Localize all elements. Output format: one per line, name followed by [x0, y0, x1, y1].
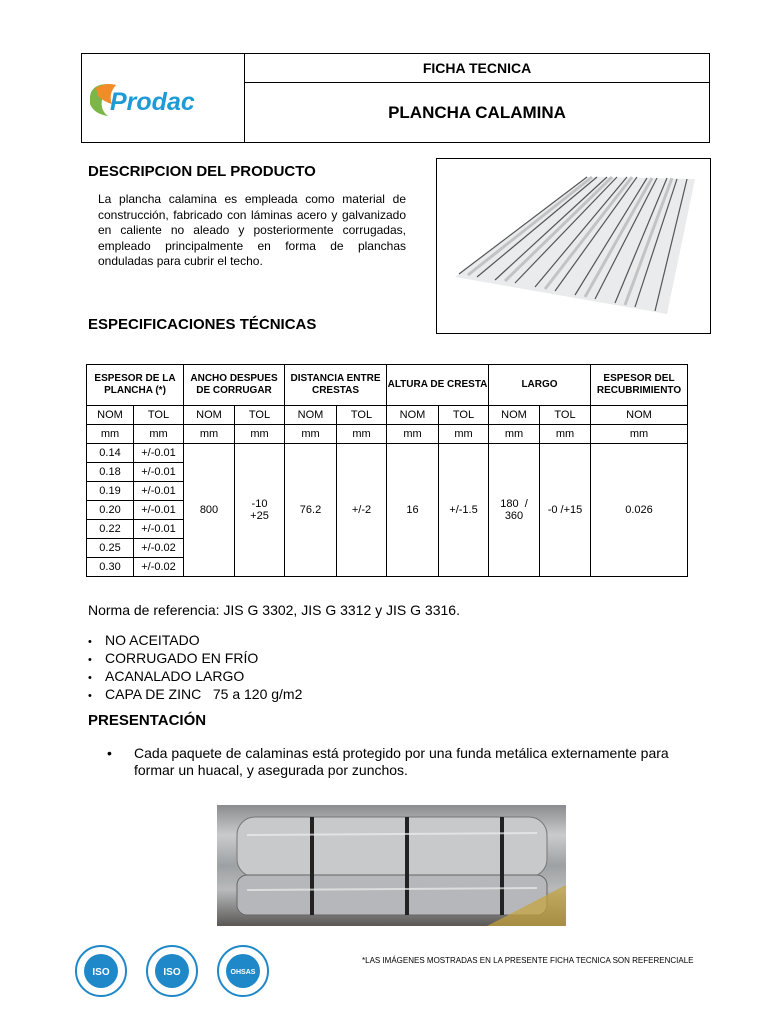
doc-type: FICHA TECNICA — [245, 54, 709, 83]
specs-table — [86, 364, 688, 577]
svg-text:ISO: ISO — [163, 967, 181, 978]
product-title: PLANCHA CALAMINA — [388, 103, 566, 122]
recub-nom: 0.026 — [591, 444, 688, 577]
thickness-nom: 0.30 — [87, 558, 134, 577]
header-table — [81, 53, 710, 143]
product-image — [436, 158, 711, 334]
list-item: • ACANALADO LARGO — [88, 668, 302, 686]
unit: mm — [591, 425, 688, 444]
ancho-tol-1: -10 — [251, 498, 268, 510]
sub-nom: NOM — [87, 406, 134, 425]
ancho-tol — [235, 444, 285, 577]
description-heading: DESCRIPCION DEL PRODUCTO — [88, 163, 316, 180]
iso-seal-icon — [145, 944, 199, 998]
thickness-nom: 0.18 — [87, 463, 134, 482]
sub-tol: TOL — [540, 406, 591, 425]
ancho-tol-2: +25 — [250, 510, 269, 522]
svg-text:OHSAS: OHSAS — [230, 969, 256, 976]
features-list — [88, 632, 302, 704]
thickness-nom: 0.20 — [87, 501, 134, 520]
sub-nom: NOM — [387, 406, 439, 425]
table-header-row — [87, 365, 688, 406]
sub-nom: NOM — [489, 406, 540, 425]
presentation-text: Cada paquete de calaminas está protegido por una funda metálica externamente para formar un huacal, y asegurada por zunchos. — [134, 745, 669, 778]
unit: mm — [134, 425, 184, 444]
largo-nom-1: 180 / — [500, 498, 528, 510]
col-header: DISTANCIA ENTRE CRESTAS — [285, 365, 387, 406]
largo-nom — [489, 444, 540, 577]
alt-tol: +/-1.5 — [439, 444, 489, 577]
unit: mm — [439, 425, 489, 444]
unit: mm — [540, 425, 591, 444]
thickness-nom: 0.25 — [87, 539, 134, 558]
table-subheader-row — [87, 406, 688, 425]
table-unit-row — [87, 425, 688, 444]
dist-tol: +/-2 — [337, 444, 387, 577]
col-header: LARGO — [489, 365, 591, 406]
unit: mm — [285, 425, 337, 444]
list-item: • NO ACEITADO — [88, 632, 302, 650]
list-item: • CAPA DE ZINC 75 a 120 g/m2 — [88, 686, 302, 704]
footnote: *LAS IMÁGENES MOSTRADAS EN LA PRESENTE FICHA TECNICA SON REFERENCIALE — [362, 956, 694, 965]
presentation-item — [107, 745, 687, 779]
iso-seal-icon — [74, 944, 128, 998]
package-photo — [217, 805, 566, 926]
sub-tol: TOL — [235, 406, 285, 425]
dist-nom: 76.2 — [285, 444, 337, 577]
col-header: ANCHO DESPUES DE CORRUGAR — [184, 365, 285, 406]
sub-nom: NOM — [184, 406, 235, 425]
sub-nom: NOM — [285, 406, 337, 425]
list-item: • CORRUGADO EN FRÍO — [88, 650, 302, 668]
company-logo — [82, 54, 245, 142]
unit: mm — [337, 425, 387, 444]
specs-heading: ESPECIFICACIONES TÉCNICAS — [88, 316, 317, 333]
unit: mm — [235, 425, 285, 444]
thickness-nom: 0.22 — [87, 520, 134, 539]
description-text: La plancha calamina es empleada como material de construcción, fabricado con láminas acero y galvanizado en caliente no aleado y posteriormente corrugadas, empleado principalmente en forma de planchas onduladas para cubrir el techo. — [98, 192, 406, 268]
sub-tol: TOL — [439, 406, 489, 425]
table-row — [87, 444, 688, 463]
thickness-nom: 0.14 — [87, 444, 134, 463]
thickness-tol: +/-0.01 — [134, 501, 184, 520]
sub-nom: NOM — [591, 406, 688, 425]
svg-text:ISO: ISO — [92, 967, 110, 978]
alt-nom: 16 — [387, 444, 439, 577]
sub-tol: TOL — [134, 406, 184, 425]
col-header: ALTURA DE CRESTA — [387, 365, 489, 406]
thickness-tol: +/-0.01 — [134, 463, 184, 482]
logo-text: Prodac — [110, 88, 195, 116]
ancho-nom: 800 — [184, 444, 235, 577]
thickness-tol: +/-0.01 — [134, 444, 184, 463]
thickness-nom: 0.19 — [87, 482, 134, 501]
corrugated-sheet-image — [437, 159, 710, 333]
largo-nom-2: 360 — [504, 510, 524, 522]
thickness-tol: +/-0.01 — [134, 520, 184, 539]
unit: mm — [489, 425, 540, 444]
thickness-tol: +/-0.02 — [134, 539, 184, 558]
sub-tol: TOL — [337, 406, 387, 425]
reference-standard: Norma de referencia: JIS G 3302, JIS G 3312 y JIS G 3316. — [88, 602, 460, 618]
presentation-heading: PRESENTACIÓN — [88, 712, 207, 729]
col-header: ESPESOR DE LA PLANCHA (*) — [87, 365, 184, 406]
unit: mm — [387, 425, 439, 444]
largo-tol: -0 /+15 — [540, 444, 591, 577]
unit: mm — [87, 425, 134, 444]
col-header: ESPESOR DEL RECUBRIMIENTO — [591, 365, 688, 406]
ohsas-seal-icon — [216, 944, 270, 998]
unit: mm — [184, 425, 235, 444]
thickness-tol: +/-0.02 — [134, 558, 184, 577]
bullet-icon: • — [107, 745, 112, 761]
thickness-tol: +/-0.01 — [134, 482, 184, 501]
